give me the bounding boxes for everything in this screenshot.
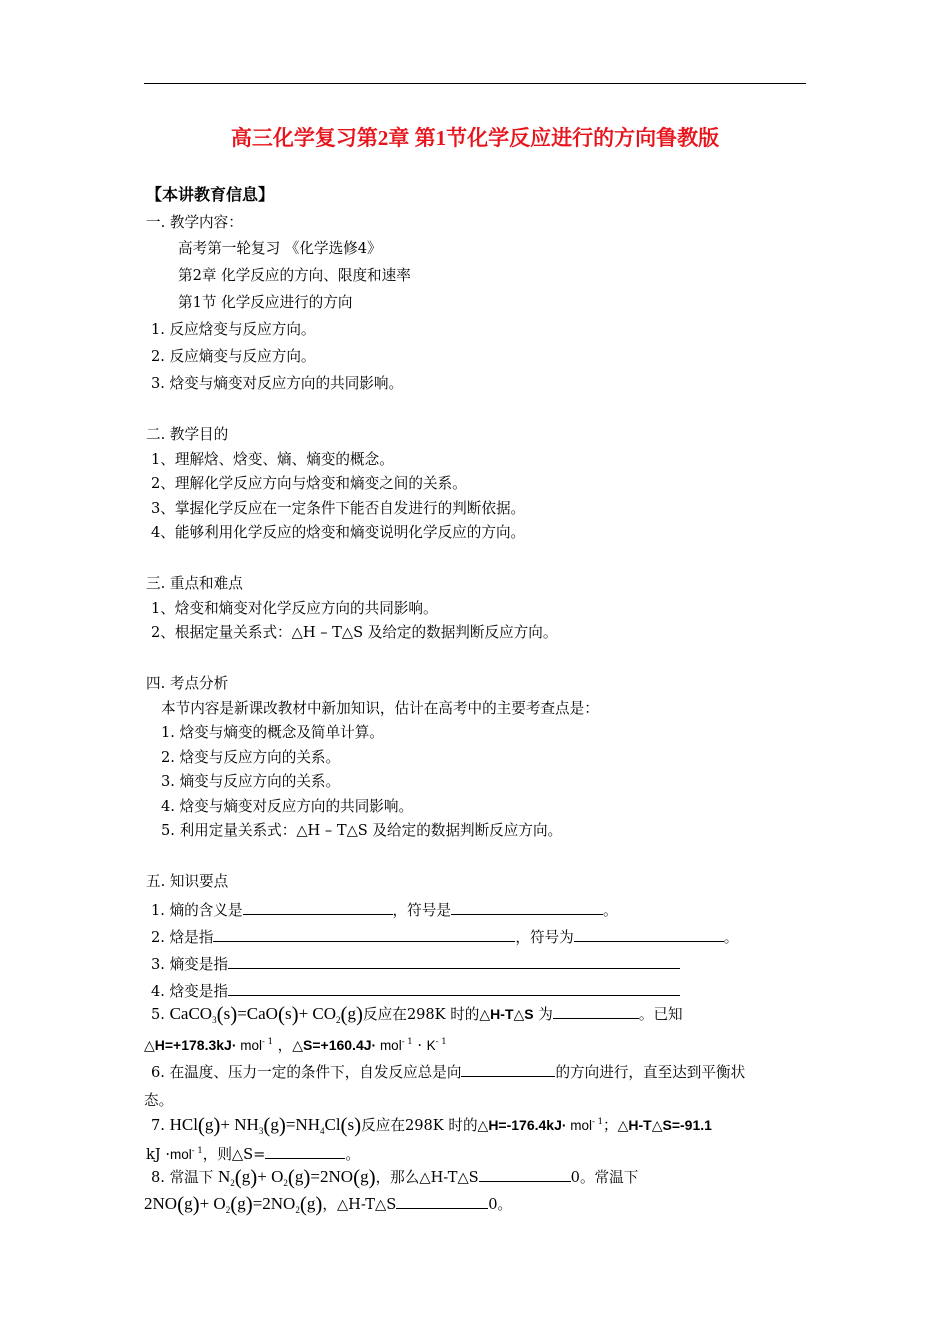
question-1: 1. 熵的含义是 ，符号是 。 (151, 902, 618, 919)
section-1-item: 3. 焓变与熵变对反应方向的共同影响。 (151, 375, 404, 392)
reaction-formula: $HCl(g)+ NH_3(g)=NH_4Cl(s)$ (169, 1113, 362, 1137)
question-5: 5. CaCO$_3$(s)=CaO(s)+ $CO_2(g)$反应在298K 时的△H-T△S 为 。已知 (151, 1002, 683, 1026)
answer-blank[interactable] (228, 955, 680, 969)
section-1-line: 第2章 化学反应的方向、限度和速率 (178, 267, 411, 284)
section-1-line: 高考第一轮复习 《化学选修4》 (178, 240, 382, 257)
question-8: 8. 常温下 $N_2(g)+ O_2(g)=2NO(g)$，那么△H-T△S 0。常温下 (151, 1165, 639, 1189)
section-5-heading: 五. 知识要点 (146, 873, 229, 890)
section-4-item: 4. 焓变与熵变对反应方向的共同影响。 (161, 798, 414, 815)
section-4-item: 1. 焓变与熵变的概念及简单计算。 (161, 724, 384, 741)
answer-blank[interactable] (451, 901, 603, 915)
section-2-item: 1、理解焓、焓变、熵、熵变的概念。 (151, 451, 394, 468)
section-1-item: 1. 反应焓变与反应方向。 (151, 321, 316, 338)
section-2-heading: 二. 教学目的 (146, 426, 229, 443)
answer-blank[interactable] (574, 928, 724, 942)
section-1-item: 2. 反应熵变与反应方向。 (151, 348, 316, 365)
question-8-cont: $2NO(g)+ O_2(g)=2NO_2(g)$，△H-T△S 0。 (144, 1192, 513, 1216)
question-6-cont: 态。 (144, 1092, 174, 1109)
answer-blank[interactable] (265, 1145, 345, 1159)
section-4-item: 5. 利用定量关系式：△H – T△S 及给定的数据判断反应方向。 (161, 822, 563, 839)
question-3: 3. 熵变是指 (151, 955, 680, 974)
answer-blank[interactable] (213, 928, 515, 942)
section-1-heading: 一. 教学内容： (146, 214, 243, 231)
section-4-item: 3. 熵变与反应方向的关系。 (161, 773, 341, 790)
question-4: 4. 焓变是指 (151, 982, 680, 1001)
document-title: 高三化学复习第2章 第1节化学反应进行的方向鲁教版 (230, 126, 720, 150)
section-3-item: 2、根据定量关系式：△H – T△S 及给定的数据判断反应方向。 (151, 624, 558, 641)
section-2-item: 3、掌握化学反应在一定条件下能否自发进行的判断依据。 (151, 500, 526, 517)
section-1-line: 第1节 化学反应进行的方向 (178, 294, 353, 311)
reaction-formula: $N_2(g)+ O_2(g)=2NO(g)$ (218, 1165, 376, 1189)
reaction-formula: $2NO(g)+ O_2(g)=2NO_2(g)$ (144, 1192, 323, 1216)
question-6: 6. 在温度、压力一定的条件下，自发反应总是向 的方向进行，直至达到平衡状 (151, 1064, 746, 1081)
section-2-item: 4、能够利用化学反应的焓变和熵变说明化学反应的方向。 (151, 524, 526, 541)
question-7: 7. $HCl(g)+ NH_3(g)=NH_4Cl(s)$反应在298K 时的△H=-176.4kJ· mol$^{- 1}$；△H-T△S=-91.1 (151, 1113, 712, 1137)
answer-blank[interactable] (243, 901, 393, 915)
answer-blank[interactable] (228, 982, 680, 996)
top-rule (144, 83, 806, 84)
section-3-item: 1、焓变和熵变对化学反应方向的共同影响。 (151, 600, 438, 617)
reaction-formula: CaCO$_3$(s)=CaO(s)+ $CO_2(g)$ (169, 1002, 364, 1026)
info-heading: 【本讲教育信息】 (146, 185, 275, 204)
section-2-item: 2、理解化学反应方向与焓变和熵变之间的关系。 (151, 475, 467, 492)
question-7-cont: kJ ·mol$^{- 1}$，则△S= 。 (146, 1146, 360, 1163)
answer-blank[interactable] (479, 1168, 571, 1182)
question-2: 2. 焓是指 ，符号为 。 (151, 929, 739, 946)
section-4-item: 2. 焓变与反应方向的关系。 (161, 749, 341, 766)
answer-blank[interactable] (396, 1195, 488, 1209)
section-4-intro: 本节内容是新课改教材中新加知识，估计在高考中的主要考查点是： (161, 700, 599, 717)
answer-blank[interactable] (461, 1063, 555, 1077)
question-5-data: △H=+178.3kJ· mol$^{- 1}$ ，△S=+160.4J· $mol^{- 1} \cdot K^{- 1}$ (144, 1037, 447, 1054)
section-3-heading: 三. 重点和难点 (146, 575, 243, 592)
section-4-heading: 四. 考点分析 (146, 675, 229, 692)
answer-blank[interactable] (553, 1005, 639, 1019)
